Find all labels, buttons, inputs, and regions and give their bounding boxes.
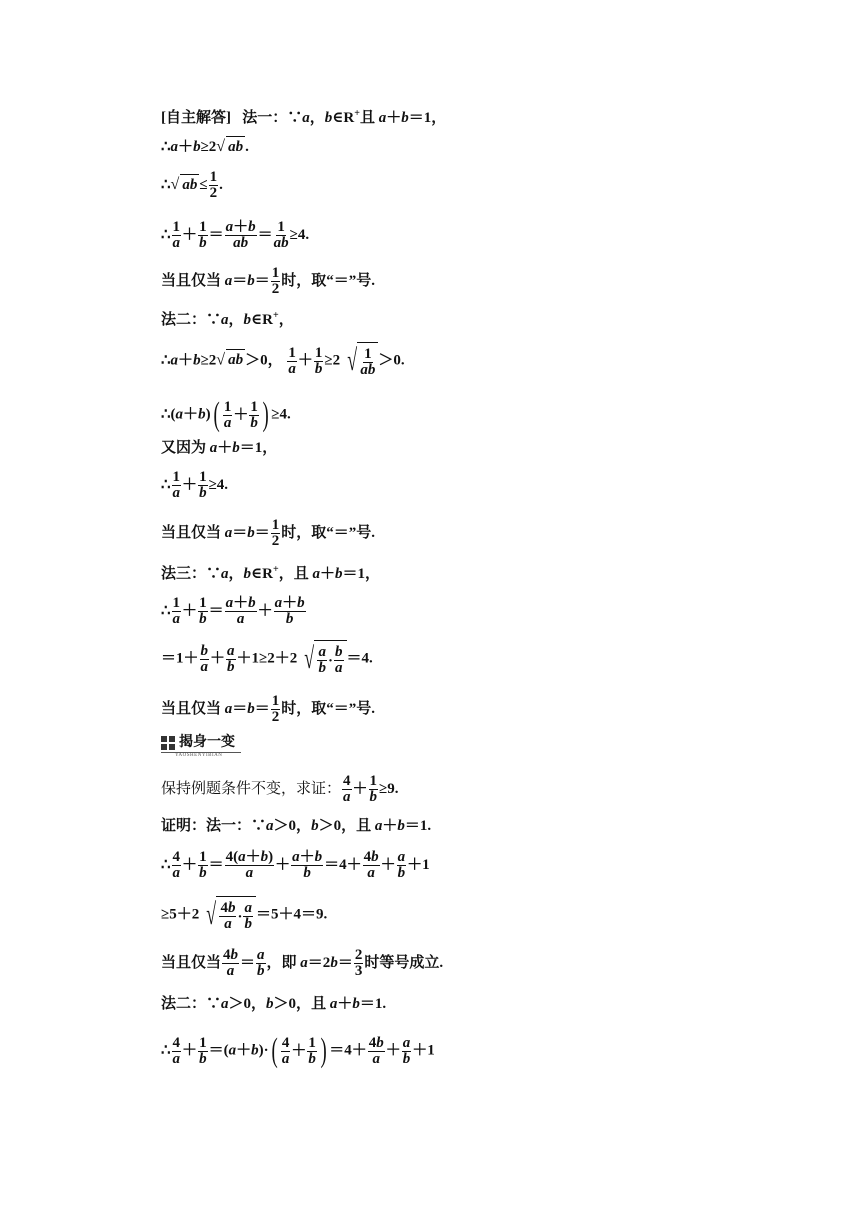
grid-icon [161,736,175,750]
section-logo [161,735,235,758]
method-two-label: 法二： [161,312,207,328]
line-19: ≥5＋2 √ 4b a · a b ＝5＋4＝9. [161,898,328,932]
line-12: 法三：∵a，b∈R+，且 a＋b＝1， [161,564,380,582]
heading-label: [自主解答] [161,110,231,126]
method-three-label: 法三： [161,566,207,582]
line-4: ∴ $\frac{1}{a}$ ＋ $\frac{1}{b}$ ＝ $\frac{a+b}{ab}$ ＝ $\frac{1}{ab}$ ≥4. [161,219,310,251]
line-7: ∴a＋b≥2√ ab ＞0， $\frac{1}{a}$ ＋ $\frac{1}{b}$ ≥2 √ 1 ab ＞0. [161,344,405,378]
line-17: 证明：法一：∵a＞0，b＞0，且 a＋b＝1. [161,818,432,834]
line-9: 又因为 a＋b＝1， [161,440,278,456]
line-10: ∴ $\frac{1}{a}$ ＋ $\frac{1}{b}$ ≥4. [161,469,229,501]
line-6: 法二：∵a，b∈R+， [161,310,294,328]
line-3: ∴√ ab ≤ $\frac{1}{2}$ . [161,169,223,201]
line-11: 当且仅当 a＝b＝ $\frac{1}{2}$ 时，取“＝”号. [161,517,376,549]
line-8: ∴(a＋b) ( 1 a ＋ 1 b ) ≥4. [161,396,291,433]
line-14: ＝1＋ $\frac{b}{a}$ ＋ $\frac{a}{b}$ ＋1≥2＋2 √ a b · b a ＝4. [161,642,373,676]
line-2: ∴a＋b≥2√ ab . [161,138,249,155]
line-21: 法二：∵a＞0，b＞0，且 a＋b＝1. [161,996,387,1012]
line-16: 保持例题条件不变，求证： $\frac{4}{a}$ ＋ $\frac{1}{b}$ ≥9. [161,773,399,805]
section-title: 揭身一变 [179,735,235,750]
line-22: ∴ $\frac{4}{a}$ ＋ $\frac{1}{b}$ ＝(a＋b)· ( 4 a ＋ 1 b ) ＝4＋ $\frac{4b}{a}$ ＋ $\frac{a}{b}$ ＋1 [161,1032,435,1069]
proof-label: 证明： [161,818,207,834]
line-18: ∴ $\frac{4}{a}$ ＋ $\frac{1}{b}$ ＝ $\frac{4(a+b)}{a}$ ＋ $\frac{a+b}{b}$ ＝4＋ $\frac{4b}{a}$ ＋ $\frac{a}{b}$ ＋1 [161,849,430,881]
variant-prompt: 保持例题条件不变，求证： [161,778,342,797]
method-one-label: 法一： [242,110,288,126]
line-5: 当且仅当 a＝b＝ $\frac{1}{2}$ 时，取“＝”号. [161,265,376,297]
line-13: ∴ $\frac{1}{a}$ ＋ $\frac{1}{b}$ ＝ $\frac{a+b}{a}$ ＋ $\frac{a+b}{b}$ [161,595,305,627]
line-1: [自主解答] 法一：∵a，b∈R+且 a＋b＝1， [161,108,447,126]
line-20: 当且仅当 $\frac{4b}{a}$ ＝ $\frac{a}{b}$ ，即 a＝2b＝ $\frac{2}{3}$ 时等号成立. [161,947,444,979]
section-subtitle: YAOSHENYIBIAN [175,753,223,758]
line-15: 当且仅当 a＝b＝ $\frac{1}{2}$ 时，取“＝”号. [161,693,376,725]
